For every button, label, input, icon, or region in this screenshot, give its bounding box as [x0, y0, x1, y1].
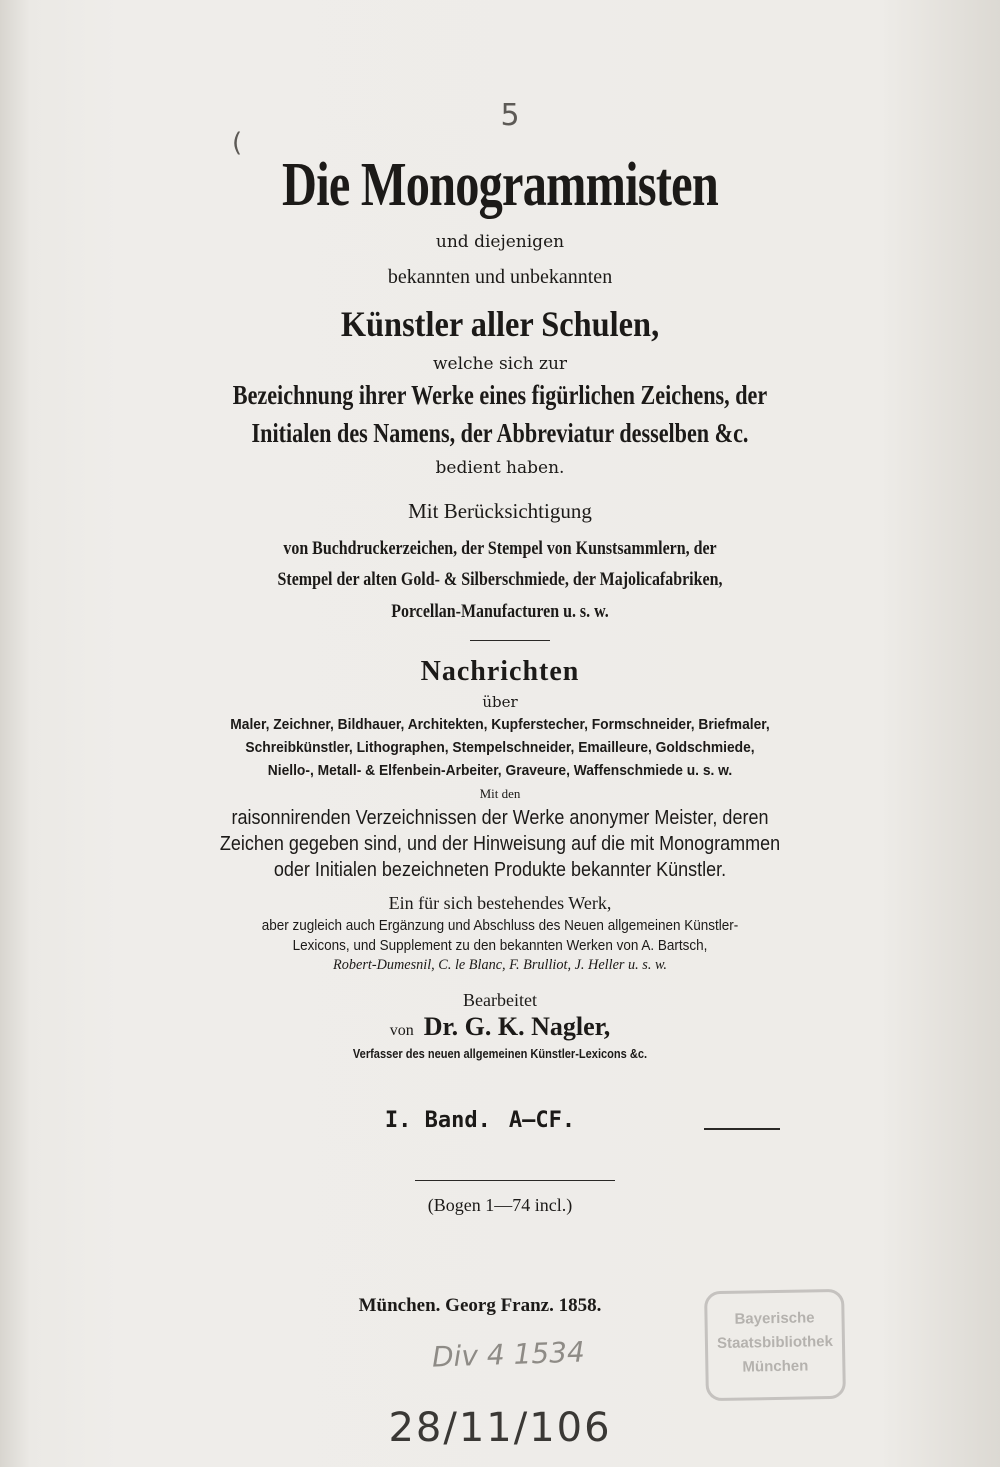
title-line-2: bekannten und unbekannten — [387, 266, 613, 288]
title-line-5: Bezeichnung ihrer Werke eines figürlichen Zeichens, der — [232, 380, 768, 410]
news-line-5: Zeichen gegeben sind, und der Hinweisung auf die mit Monogrammen — [219, 833, 781, 855]
news-line-2: Schreibkünstler, Lithographen, Stempelschneider, Emailleure, Goldschmiede, — [245, 739, 755, 756]
news-line-4: raisonnirenden Verzeichnissen der Werke anonymer Meister, deren — [231, 807, 769, 829]
author-by: von — [389, 1022, 414, 1039]
title-line-1: und diejenigen — [435, 232, 565, 252]
news-line-7: Ein für sich bestehendes Werk, — [388, 893, 612, 913]
volume-line — [0, 1108, 980, 1133]
news-line-1: Maler, Zeichner, Bildhauer, Architekten, Kupferstecher, Formschneider, Briefmaler, — [230, 716, 770, 733]
title-line-3: Künstler aller Schulen, — [340, 304, 660, 344]
volume-range: A—CF. — [508, 1108, 576, 1133]
news-line-6: oder Initialen bezeichneten Produkte bekannter Künstler. — [273, 859, 727, 881]
stamp-line-3: München — [742, 1357, 809, 1376]
news-line-3: Niello-, Metall- & Elfenbein-Arbeiter, Graveure, Waffenschmiede u. s. w. — [267, 762, 733, 779]
stamp-line-2: Staatsbibliothek — [716, 1332, 834, 1353]
title-line-4: welche sich zur — [432, 354, 568, 374]
stamp-line-1: Bayerische — [734, 1309, 815, 1328]
title-line-7: bedient haben. — [435, 458, 565, 478]
title-line-11: Porcellan-Manufacturen u. s. w. — [391, 601, 609, 622]
title-line-10: Stempel der alten Gold- & Silberschmiede, der Majolicafabriken, — [277, 569, 723, 590]
news-heading: Nachrichten — [420, 656, 580, 687]
author-name: Dr. G. K. Nagler, — [423, 1012, 611, 1041]
author-line — [0, 1012, 1000, 1042]
news-line-9: Lexicons, und Supplement zu den bekannten Werken von A. Bartsch, — [292, 937, 708, 954]
sheets-rule — [415, 1180, 615, 1181]
author-role: Verfasser des neuen allgemeinen Künstler-Lexicons &c. — [352, 1046, 648, 1061]
divider-rule — [470, 640, 550, 641]
news-line-8: aber zugleich auch Ergänzung und Abschluss des Neuen allgemeinen Künstler- — [261, 917, 739, 934]
title-line-6: Initialen des Namens, der Abbreviatur desselben &c. — [251, 418, 749, 448]
main-title: Die Monogrammisten — [282, 151, 718, 219]
library-stamp — [704, 1289, 846, 1401]
pencil-shelf-note: Div 4 1534 — [431, 1335, 586, 1374]
title-line-9: von Buchdruckerzeichen, der Stempel von Kunstsammlern, der — [283, 538, 717, 559]
edited-label: Bearbeitet — [463, 990, 537, 1010]
news-over: über — [482, 693, 518, 711]
imprint: München. Georg Franz. 1858. — [358, 1295, 602, 1316]
title-line-8: Mit Berücksichtigung — [408, 499, 592, 523]
pencil-call-number: 28/11/106 — [388, 1405, 612, 1451]
pencil-page-mark: 5 — [500, 98, 520, 133]
volume-label: I. Band. — [384, 1108, 491, 1133]
pencil-bracket: ( — [232, 128, 243, 158]
news-line-10: Robert-Dumesnil, C. le Blanc, F. Brulliot, J. Heller u. s. w. — [333, 957, 667, 973]
volume-rule — [704, 1128, 780, 1130]
news-with: Mit den — [479, 786, 521, 801]
sheets-label: (Bogen 1—74 incl.) — [427, 1195, 573, 1215]
